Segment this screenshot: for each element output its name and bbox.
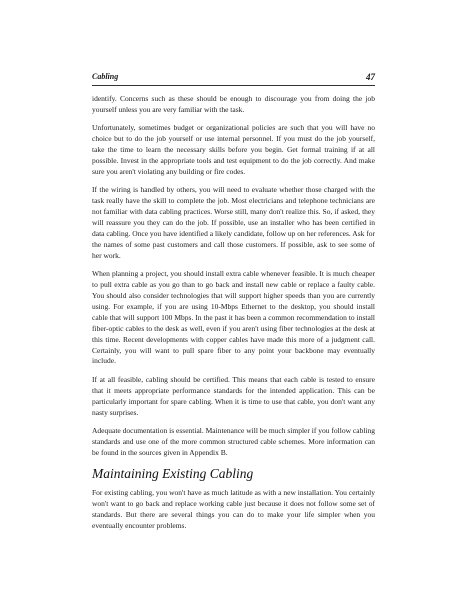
paragraph: Unfortunately, sometimes budget or organizational policies are such that you will have no choice but to do the job yourself or use internal personnel. If you must do the job yourself, take the time to learn the necessary skills before you begin. Get formal training if at all possible. Invest in the appropriate tools and test equipment to do the job correctly. And make sure you aren't violating any building or fire codes. — [92, 123, 375, 176]
paragraph: If the wiring is handled by others, you will need to evaluate whether those charged with the task really have the skill to complete the job. Most electricians and telephone technicians are not familiar with data cabling practices. Worse still, many don't realize this. So, if asked, they will reassure you they can do the job. If possible, use an installer who has been certified in data cabling. Once you have identified a likely candidate, follow up on her references. Ask for the names of some past customers and call those customers. If possible, ask to see some of her work. — [92, 185, 375, 260]
paragraph: When planning a project, you should install extra cable whenever feasible. It is much cheaper to pull extra cable as you go than to go back and install new cable or replace a faulty cable. You should also consider technologies that will support higher speeds than you are currently using. For example, if you are using 10-Mbps Ethernet to the desktop, you should install cable that will support 100 Mbps. In the past it has been a common recommendation to install fiber-optic cables to the desk as well, even if you aren't using fiber technologies at the desk at this time. Recent developments with copper cables have made this more of a judgment call. Certainly, you will want to pull spare fiber to any point your backbone may eventually include. — [92, 269, 375, 366]
running-head — [92, 70, 375, 84]
section-heading: Maintaining Existing Cabling — [92, 466, 254, 482]
page-number: 47 — [366, 72, 375, 82]
paragraph: For existing cabling, you won't have as much latitude as with a new installation. You certainly won't want to go back and replace working cable just because it does not follow some set of standards. But there are several things you can do to make your life simpler when you eventually encounter problems. — [92, 488, 375, 530]
body-text — [92, 94, 375, 539]
running-head-title: Cabling — [92, 72, 119, 81]
paragraph: If at all feasible, cabling should be certified. This means that each cable is tested to ensure that it meets appropriate performance standards for the intended application. This can be particularly important for spare cabling. When it is time to use that cable, you don't want any nasty surprises. — [92, 374, 375, 417]
paragraph: Adequate documentation is essential. Maintenance will be much simpler if you follow cabling standards and use one of the more common structured cable schemes. More information can be found in the sources given in Appendix B. — [92, 425, 375, 457]
header-rule — [92, 85, 375, 86]
paragraph: identify. Concerns such as these should be enough to discourage you from doing the job yourself unless you are very familiar with the task. — [92, 94, 375, 114]
